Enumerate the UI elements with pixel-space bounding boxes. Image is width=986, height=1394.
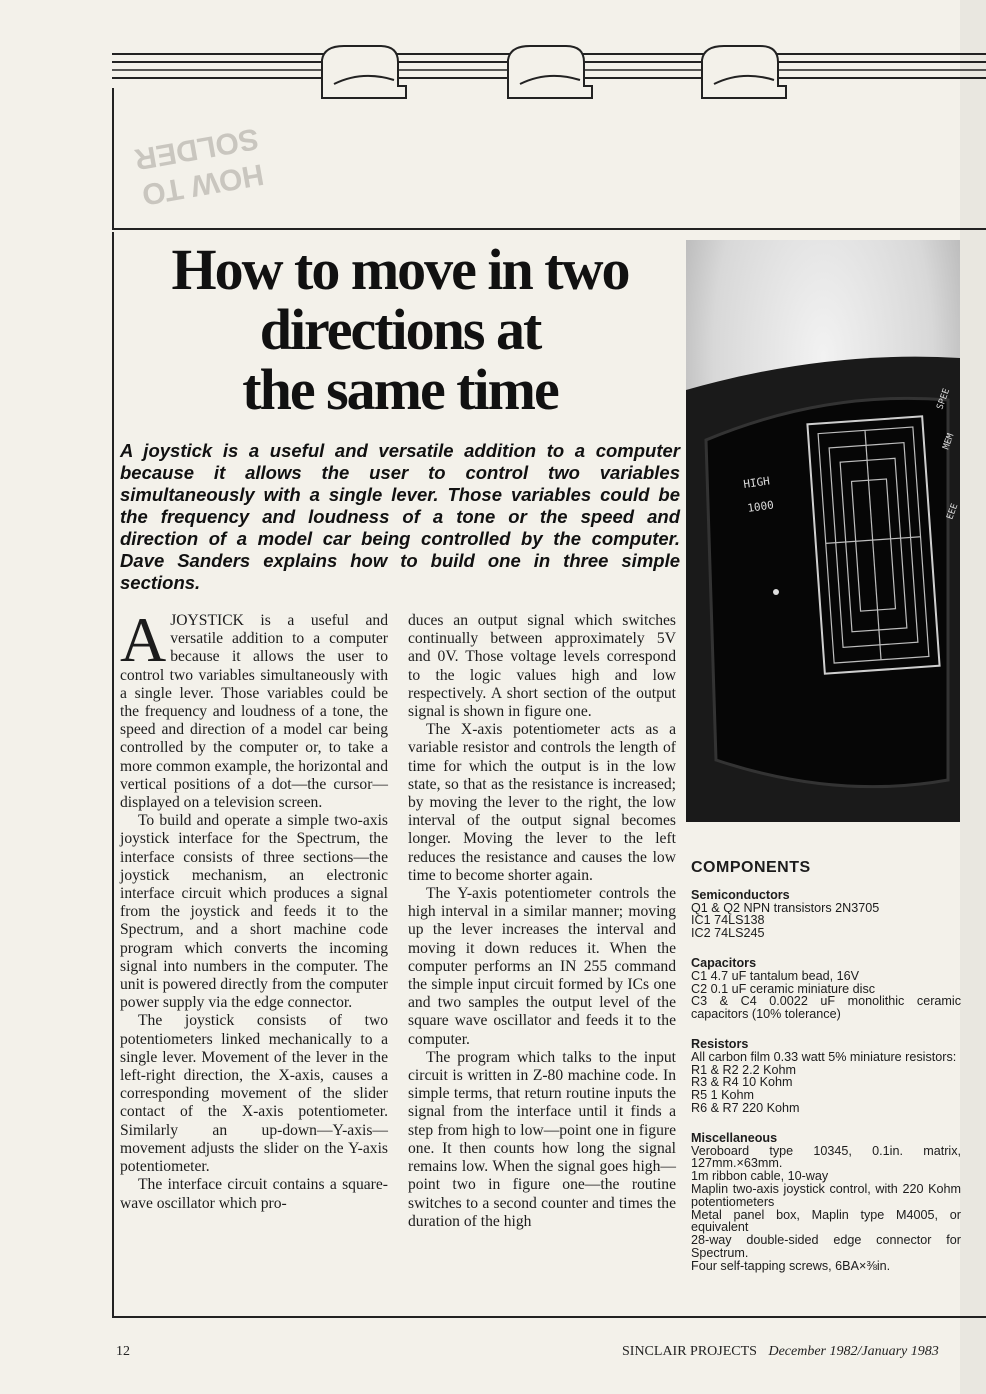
screen-label-speed: SPEE <box>935 387 953 412</box>
paragraph: The program which talks to the input circuit is written in Z-80 machine code. In simple terms, that return routine inputs the signal from the interface until it finds a step from high to low—point one in figure one. It then counts how long the signal remains low. When the signal goes high—point two in figure one—the routine switches to a second counter and times the duration of the high <box>408 1048 676 1230</box>
component-item: R1 & R2 2.2 Kohm <box>691 1062 796 1077</box>
component-item: C2 0.1 uF ceramic miniature disc <box>691 981 876 996</box>
component-item: Maplin two-axis joystick control, with 220 Kohm potentiometers <box>691 1181 961 1209</box>
component-group-miscellaneous <box>691 1132 961 1273</box>
component-item: 1m ribbon cable, 10-way <box>691 1169 829 1184</box>
article-standfirst: A joystick is a useful and versatile addition to a computer because it allows the user to control two variables simultaneously with a single lever. Those variables could be the frequency and loudness of a tone or the speed and direction of a model car being controlled by the computer. Dave Sanders explains how to build one in three simple sections. <box>120 440 680 593</box>
paragraph <box>120 604 388 812</box>
issue-date: December 1982/January 1983 <box>768 1344 939 1359</box>
screen-label-3: EEE <box>945 502 960 522</box>
title-line: the same time <box>242 357 558 422</box>
component-item: 28-way double-sided edge connector for Spectrum. <box>691 1233 961 1260</box>
component-group-semiconductors <box>691 889 961 940</box>
magazine-name: SINCLAIR PROJECTS <box>622 1344 757 1359</box>
group-title: Miscellaneous <box>691 1130 778 1145</box>
paragraph: The interface circuit contains a square-wave oscillator which pro- <box>120 1176 388 1212</box>
screen-score: 1000 <box>746 498 775 515</box>
screen-high-label: HIGH <box>742 474 771 491</box>
component-item: C1 4.7 uF tantalum bead, 16V <box>691 968 860 983</box>
component-item: IC1 74LS138 <box>691 913 765 928</box>
component-item: R5 1 Kohm <box>691 1088 754 1103</box>
group-title: Capacitors <box>691 955 757 970</box>
components-heading: COMPONENTS <box>691 859 811 876</box>
component-item: C3 & C4 0.0022 uF monolithic ceramic capacitors (10% tolerance) <box>691 994 961 1022</box>
component-item: Metal panel box, Maplin type M4005, or equivalent <box>691 1207 961 1235</box>
component-group-capacitors <box>691 957 961 1021</box>
paragraph: The X-axis potentiometer acts as a variable resistor and controls the length of time for which the output is in the low state, so that as the resistance is increased; by moving the lever to the right, the low interval of the output signal becomes longer. Moving the lever to the left reduces the resistance and causes the low time to become shorter again. <box>408 721 676 884</box>
left-border-rule <box>112 232 114 1318</box>
article-title <box>120 237 680 422</box>
title-line: How to move in two <box>171 237 629 302</box>
body-column-2 <box>408 612 676 1231</box>
footer-folio <box>622 1344 939 1360</box>
paragraph: The joystick consists of two potentiometers linked mechanically to a single lever. Movement of the lever in the left-right direction, the X-axis, causes a corresponding movement of the slider contact of the X-axis potentiometer. Similarly an up-down—Y-axis—movement adjusts the slider on the Y-axis potentiometer. <box>120 1012 388 1176</box>
component-item: IC2 74LS245 <box>691 926 765 941</box>
screen-label-2: MEM <box>941 432 957 452</box>
components-box <box>691 859 961 1290</box>
component-item: Q1 & Q2 NPN transistors 2N3705 <box>691 900 880 915</box>
component-item: All carbon film 0.33 watt 5% miniature resistors: <box>691 1049 957 1064</box>
paragraph: duces an output signal which switches continually between approximately 5V and 0V. Those voltage levels correspond to the logic values high and low respectively. A short section of the output signal is shown in figure one. <box>408 612 676 721</box>
title-line: directions at <box>259 297 541 362</box>
bottom-border-rule <box>112 1316 986 1318</box>
component-group-resistors <box>691 1038 961 1115</box>
tv-screen-photo <box>686 240 960 822</box>
show-through-text: HOW TO SOLDER <box>132 121 267 211</box>
group-title: Semiconductors <box>691 887 790 902</box>
group-title: Resistors <box>691 1036 749 1051</box>
component-item: R6 & R7 220 Kohm <box>691 1100 800 1115</box>
component-item: Four self-tapping screws, 6BA×⅜in. <box>691 1258 891 1273</box>
page-number: 12 <box>116 1344 130 1359</box>
body-column-1 <box>120 604 388 1213</box>
component-item: Veroboard type 10345, 0.1in. matrix, 127mm.×63mm. <box>691 1143 961 1171</box>
paragraph: The Y-axis potentiometer controls the high interval in a similar manner; moving up the lever increases the interval and moving it down reduces it. When the computer performs an IN 255 command the simple input circuit formed by ICs one and two samples the output level of the square wave oscillator and feeds it to the computer. <box>408 885 676 1048</box>
tv-screen-illustration <box>686 240 960 822</box>
paragraph-text: JOYSTICK is a useful and versatile addition to a computer because it allows the user to control two variables simultaneously with a single lever. Those variables could be the frequency and loudness of a tone, the speed and direction of a model car being controlled by the computer or, to take a more common example, the horizontal and vertical positions of a dot—the cursor—displayed on a television screen. <box>120 612 388 812</box>
drop-cap: A <box>120 604 167 675</box>
component-item: R3 & R4 10 Kohm <box>691 1075 793 1090</box>
paragraph: To build and operate a simple two-axis joystick interface for the Spectrum, the interface consists of three sections—the joystick mechanism, an electronic interface circuit which produces a signal from the joystick and feeds it to the Spectrum, and a short machine code program which converts the incoming signal into numbers in the computer. The unit is powered directly from the computer power supply via the edge connector. <box>120 812 388 1012</box>
